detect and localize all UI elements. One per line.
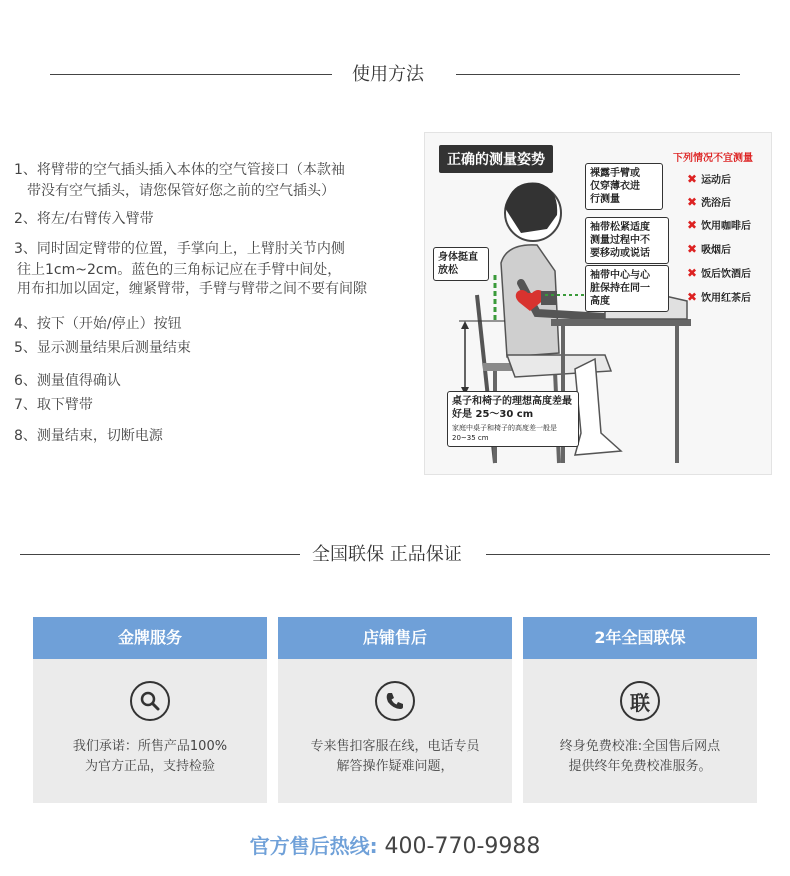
tag-posture-line: 放松 [438, 265, 458, 276]
tag-heart-line: 袖带中心与心 [590, 270, 650, 281]
card-title: 店铺售后 [278, 617, 512, 659]
card-desc-line: 终身免费校准:全国售后网点 [559, 739, 721, 754]
x-mark-icon: ✖ [687, 290, 698, 304]
tag-cuff-line: 要移动或说话 [590, 248, 650, 259]
step-6: 6、测量值得确认 [14, 373, 121, 389]
card-desc-line: 解答操作疑难问题， [336, 759, 454, 774]
warning-item [687, 241, 731, 256]
warning-label: 饭后饮酒后 [701, 269, 752, 280]
usage-title: 使用方法 [352, 64, 424, 85]
step-7: 7、取下臂带 [14, 397, 93, 413]
x-mark-icon: ✖ [687, 242, 698, 256]
warning-title: 下列情况不宜测量 [673, 153, 753, 164]
card-national-warranty [523, 617, 757, 803]
step-3-line-1: 3、同时固定臂带的位置，手掌向上，上臂肘关节内侧 [14, 241, 345, 257]
tag-height-note: 20~35 cm [452, 434, 489, 442]
step-1-line-1: 1、将臂带的空气插头插入本体的空气管接口（本款袖 [14, 162, 345, 178]
tag-posture [433, 247, 489, 281]
tag-bare-arm [585, 163, 663, 210]
warning-item [687, 217, 751, 232]
guarantee-title: 全国联保 正品保证 [312, 544, 462, 565]
divider-left [20, 554, 300, 555]
tag-posture-line: 身体挺直 [438, 252, 478, 263]
warning-item [687, 289, 751, 304]
step-5: 5、显示测量结果后测量结束 [14, 340, 191, 356]
card-desc-line: 为官方正品，支持检验 [84, 759, 215, 774]
usage-section-title [0, 60, 790, 90]
x-mark-icon: ✖ [687, 195, 698, 209]
step-1-line-2: 带没有空气插头，请您保管好您之前的空气插头） [27, 183, 335, 199]
step-3-line-2: 往上1cm~2cm。蓝色的三角标记应在手臂中间处， [17, 262, 342, 278]
divider-right [456, 74, 740, 75]
tag-heart-line: 高度 [590, 296, 610, 307]
step-8: 8、测量结束，切断电源 [14, 428, 163, 444]
x-mark-icon: ✖ [687, 172, 698, 186]
x-mark-icon: ✖ [687, 266, 698, 280]
warning-item [687, 265, 751, 280]
warning-label: 饮用红茶后 [701, 293, 752, 304]
guarantee-section-title [0, 540, 790, 570]
warning-label: 吸烟后 [701, 245, 732, 256]
measurement-posture-illustration [424, 132, 772, 475]
service-cards [33, 617, 757, 803]
tag-heart-line: 脏保持在同一 [590, 283, 650, 294]
card-description [33, 737, 267, 777]
card-desc-line: 我们承诺：所售产品100% [72, 739, 228, 754]
card-title: 金牌服务 [33, 617, 267, 659]
tag-bare-arm-line: 裸露手臂或 [590, 168, 640, 179]
warning-label: 饮用咖啡后 [701, 221, 752, 232]
warning-item [687, 171, 731, 186]
tag-bare-arm-line: 仅穿薄衣进 [590, 181, 640, 192]
warning-item [687, 194, 731, 209]
search-icon [130, 681, 170, 721]
hotline-label: 官方售后热线: [249, 834, 378, 858]
illustration-title: 正确的测量姿势 [439, 145, 553, 173]
lian-icon: 联 [620, 681, 660, 721]
card-title: 2年全国联保 [523, 617, 757, 659]
card-description [523, 737, 757, 777]
card-description [278, 737, 512, 777]
x-mark-icon: ✖ [687, 218, 698, 232]
step-3-line-3: 用布扣加以固定，缠紧臂带，手臂与臂带之间不要有间隙 [17, 281, 367, 297]
tag-height-line: 桌子和椅子的理想高度差最 [452, 396, 572, 407]
step-2: 2、将左/右臂传入臂带 [14, 211, 154, 227]
tag-cuff-line: 袖带松紧适度 [590, 222, 650, 233]
card-gold-service [33, 617, 267, 803]
tag-heart-level [585, 265, 669, 312]
hotline-number[interactable]: 400-770-9988 [384, 834, 541, 859]
warning-label: 运动后 [701, 175, 732, 186]
tag-height-note: 家庭中桌子和椅子的高度差一般是 [452, 424, 557, 432]
phone-icon [375, 681, 415, 721]
tag-bare-arm-line: 行测量 [590, 194, 620, 205]
warning-label: 洗浴后 [701, 198, 732, 209]
card-store-aftersales [278, 617, 512, 803]
aftersales-hotline [0, 830, 790, 859]
tag-height-line: 好是 25～30 cm [452, 409, 534, 420]
tag-cuff-line: 测量过程中不 [590, 235, 650, 246]
card-desc-line: 专来售扣客服在线，电话专员 [310, 739, 480, 754]
tag-cuff-fit [585, 217, 669, 264]
divider-left [50, 74, 332, 75]
tag-height-diff [447, 391, 579, 447]
step-4: 4、按下（开始/停止）按钮 [14, 316, 182, 332]
card-desc-line: 提供终年免费校准服务。 [568, 759, 712, 774]
divider-right [486, 554, 770, 555]
